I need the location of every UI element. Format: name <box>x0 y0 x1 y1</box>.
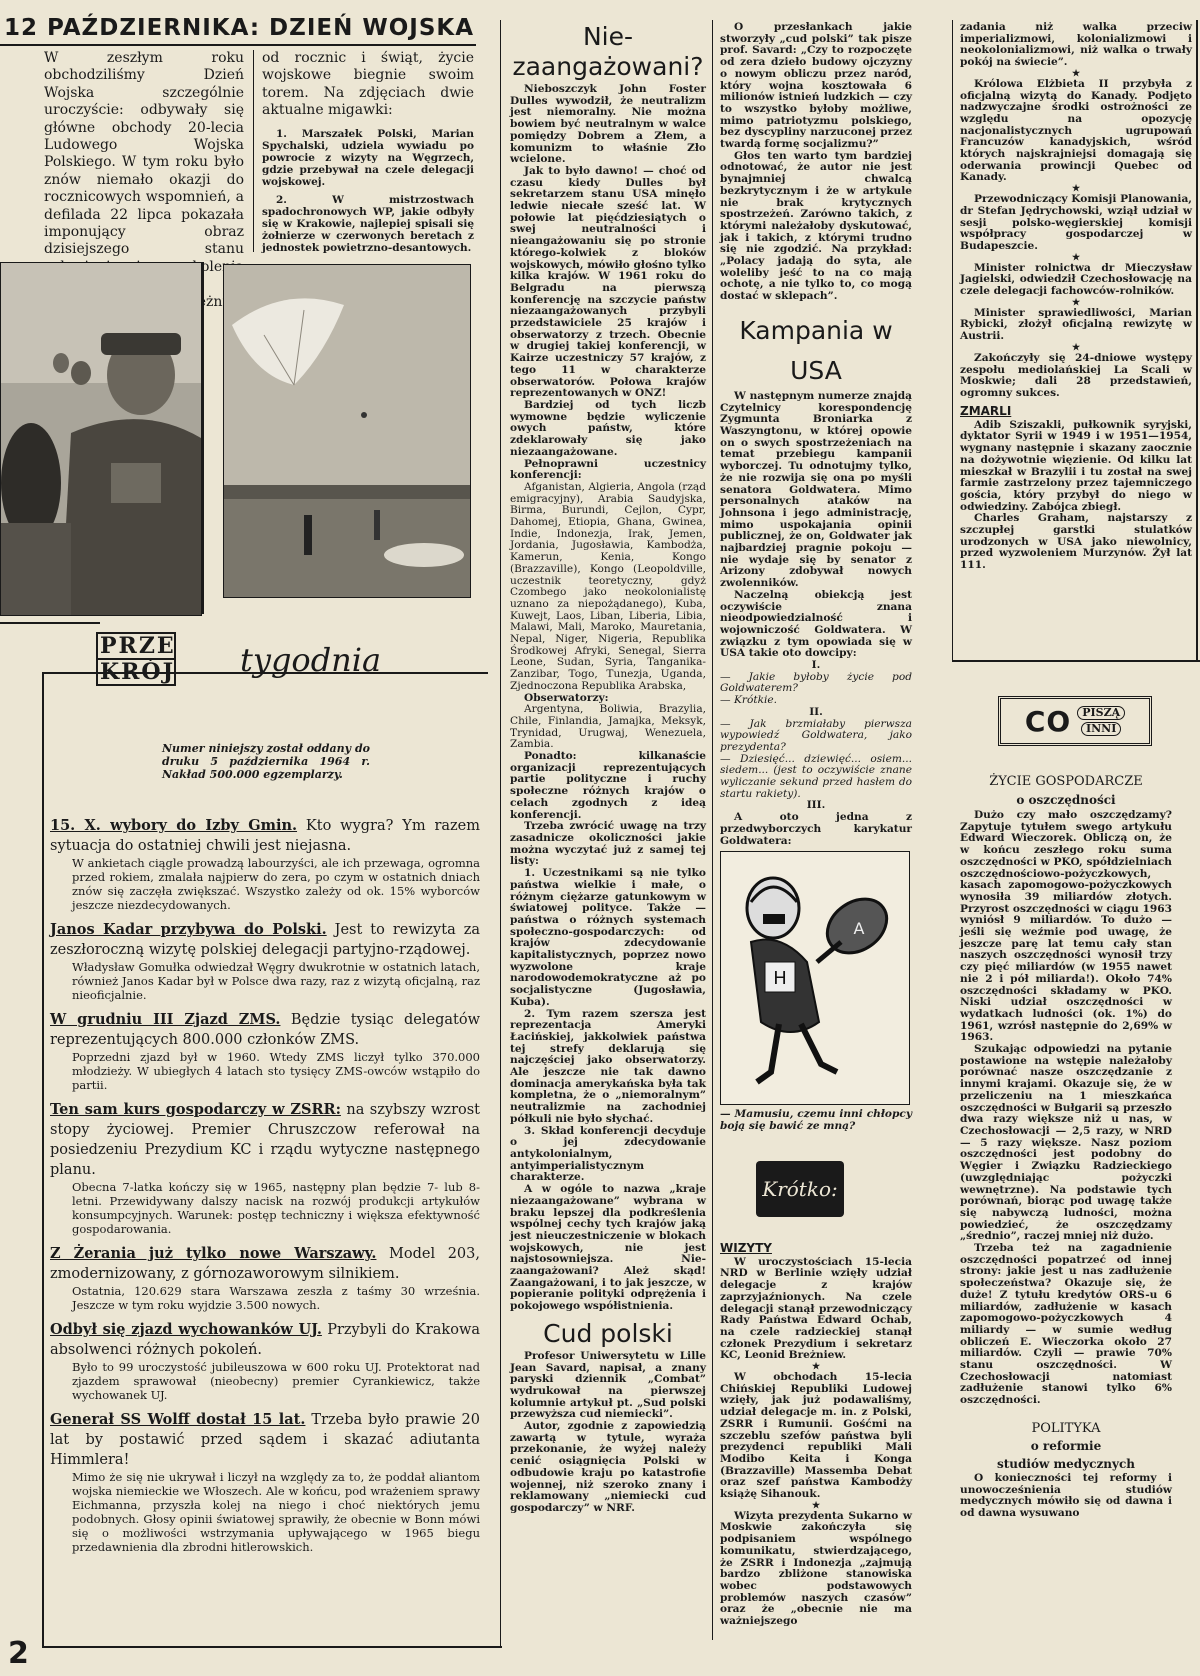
niezaangazowani-countries: Afganistan, Algieria, Angola (rząd emigracyjny), Arabia Saudyjska, Birma, Burundi, Cejlon, Cypr, Dahomej, Etiopia, Ghana, Gwinea, Indie, Indonezja, Irak, Jemen, Jordania, Jugosławia, Kambodża, Kamerun, Kenia, Kongo (Brazzaville), Kongo (Leopoldville, uczestnik teoretyczny, gdyż Czombego jako neokolonialistę uznano za niepożądanego), Kuba, Kuwejt, Laos, Liban, Liberia, Libia, Malawi, Mali, Maroko, Mauretania, Nepal, Niger, Nigeria, Republika Środkowej Afryki, Senegal, Sierra Leone, Sudan, Syria, Tanganika-Zanzibar, Togo, Tunezja, Uganda, Zjednoczona Republika Arabska, <box>510 480 706 692</box>
niezaangazowani-p3: Bardziej od tych liczb wymowne będzie wyliczenie owych państw, które zdeklarowały się jako niezaangażowane. <box>510 398 706 458</box>
cud-polski-p1: Profesor Uniwersytetu w Lille Jean Savard, napisał, a znany paryski dziennik „Combat” wydrukował na pierwszej kolumnie artykuł pt. „Sud polski przewyższa cud niemiecki”. <box>510 1349 706 1421</box>
section-wizyty: WIZYTY <box>720 1240 772 1255</box>
section-zycie-gospodarcze: ŻYCIE GOSPODARCZE <box>989 774 1143 789</box>
oszczednosci-p3: Trzeba też na zagadnienie oszczędności popatrzeć od innej strony: jakie jest u nas zadłużenie społeczeństwa? Okazuje się, że duże! Z tytułu kredytów ORS-u 6 miliardów, zadłużenie w kasach zapomogowo-pożyczkowych 4 miliardy — w sumie według obliczeń E. Wieczorka około 27 miliardów. Czyli — prawie 70% stanu oszczędności. W Czechosłowacji natomiast zadłużenie stanowi tylko 6% oszczędności. <box>960 1242 1172 1407</box>
dzien-wojska-text-1: W zeszłym roku obchodziliśmy Dzień Wojska szczególnie uroczyście: odbywały się główne obchody 20-lecia Ludowego Wojska Polskiego. W tym roku było znów niemało okazji do rocznicowych wspomnień, a defilada 22 lipca pokazała imponujący obraz dzisiejszego stanu <box>44 50 244 258</box>
weekly-item-body: Poprzedni zjazd był w 1960. Wtedy ZMS liczył tylko 370.000 młodzieży. W ubiegłych 4 latach sto tysięcy ZMS-owców wstąpiło do partii. <box>72 1050 480 1092</box>
krotko-logo <box>756 1161 844 1217</box>
weekly-item-head: 15. X. wybory do Izby Gmin. <box>50 817 298 834</box>
weekly-item-lead: Trzeba było prawie 20 lat by postawić przed sądem i skazać adiutanta Himmlera! <box>50 1412 481 1468</box>
photo-marshal-image <box>1 263 201 615</box>
wizyty-item: zadania niż walka przeciw imperializmowi, kolonializmowi i neokolonializmowi, niż walka o trwały pokój na świecie”. <box>960 21 1192 69</box>
logo-co: CO <box>1024 704 1072 738</box>
weekly-item-head: Ten sam kurs gospodarczy w ZSRR: <box>50 1101 341 1118</box>
weekly-item-lead: Będzie tysiąc delegatów reprezentujących 800.000 członków ZMS. <box>50 1012 480 1048</box>
niezaangazowani-p6: 1. Uczestnikami są nie tylko państwa wielkie i małe, o różnym ciężarze gatunkowym w światowej polityce. Także — państwa o różnych systemach społeczno-gospodarczych: od krajów zdecydowanie kapitalistycznych, poprzez nowo wyzwolone kraje narodowodemokratyczne aż po socjalistyczne (Jugosławia, Kuba). <box>510 867 706 1008</box>
subsection-reforma-1: o reformie <box>1030 1438 1102 1453</box>
star-divider: ★ <box>811 1362 821 1373</box>
zmarli-body <box>960 420 1192 572</box>
photo-caption-1: 1. Marszałek Polski, Marian Spychalski, udziela wywiadu po powrocie z wizyty na Węgrzech, gdzie przebywał na czele delegacji wojskowej. <box>262 127 474 188</box>
niezaangazowani-p1: Nieboszczyk John Foster Dulles wywodził, że neutralizm jest niemoralny. Nie można bowiem być neutralnym w walce pomiędzy Dobrem a Złem, a komunizm to właśnie Zło wcielone. <box>510 83 706 166</box>
niezaangazowani-p7: 2. Tym razem szersza jest reprezentacja Ameryki Łacińskiej, jakkolwiek państwa tej strefy deklarują się najczęściej jako obserwatorzy. Ale jeszcze nie tak dawno dominacja amerykańska była tak kompletna, że o „niemoralnym” neutralizmie na zachodniej półkuli nie było słychać. <box>510 1007 706 1125</box>
photo-caption-2: 2. W mistrzostwach spadochronowych WP, jakie odbyły się w Krakowie, najlepiej spisali się żołnierze w czerwonych beretach z jednostek powietrzno-desantowych. <box>262 193 474 254</box>
joke-3-number: III. <box>806 799 826 812</box>
co-pisza-top-rule <box>952 660 1200 662</box>
weekly-item-head: Z Żerania już tylko nowe Warszawy. <box>50 1245 377 1262</box>
joke-1: — Jakie byłoby życie pod Goldwaterem? — Krótkie. <box>720 670 912 707</box>
weekly-item-head: Odbył się zjazd wychowanków UJ. <box>50 1321 322 1338</box>
przekroj-logo-bottom: KRÓJ <box>96 658 176 686</box>
cartoon-caption: — Mamusiu, czemu inni chłopcy boją się bawić ze mną? <box>720 1108 912 1132</box>
article-title-dzien-wojska: 12 PAŹDZIERNIKA: DZIEŃ WOJSKA <box>4 15 475 41</box>
star-divider: ★ <box>1071 68 1081 79</box>
kampania-p1: W następnym numerze znajdą Czytelnicy korespondencję Zygmunta Broniarka z Waszyngtonu, w której opowie on o swych spostrzeżeniach na temat przebiegu kampanii wyborczej. Tu odnotujmy tylko, że nie rozwija się ona po myśli senatora Goldwatera. Mimo personalnych ataków na Johnsona i jego administrację, mimo uspokajania opinii publicznej, że on, Goldwater jak najbardziej pragnie pokoju — nie wydaje się by senator z Arizony zdobywał nowych zwolenników. <box>720 389 912 590</box>
photo-parachute-image <box>224 265 470 597</box>
weekly-item-body: W ankietach ciągle prowadzą labourzyści, ale ich przewaga, ogromna przed rokiem, zmalała najpierw do zera, po czym w ostatnich dniach znów się zaczęła zwiększać. Wszystko zależy od ok. 15% wyborców jeszcze niezdecydowanych. <box>72 856 480 912</box>
reforma-body: O konieczności tej reformy i unowocześnienia studiów medycznych mówiło się od dawna i od dawna wysuwano <box>960 1471 1172 1519</box>
weekly-item-head: Generał SS Wolff dostał 15 lat. <box>50 1411 306 1428</box>
zmarli-item: Adib Sziszakli, pułkownik syryjski, dyktator Syrii w 1949 i w 1951—1954, wygnany następnie i skazany zaocznie na dożywotnie więzienie. Od kilku lat mieszkał w Brazylii i tu został na swej farmie zastrzelony przez tajemniczego gościa, który przybył do niego w odwiedziny. Zabójca zbiegł. <box>960 418 1192 513</box>
przekroj-left-rule <box>42 672 44 1647</box>
niezaangazowani-title-1: Nie- <box>582 22 634 51</box>
joke-2: — Jak brzmiałaby pierwsza wypowiedź Goldwatera, jako prezydenta? — Dziesięć... dziewięć... osiem... siedem... (jest to oczywiście znane wyliczanie sekund przed hasłem do startu rakiety). <box>720 717 912 800</box>
logo-inni: INNI <box>1081 722 1121 736</box>
oszczednosci-p1: Dużo czy mało oszczędzamy? Zapytuje tytułem swego artykułu Edward Wieczorek. Obliczą on, że w końcu zeszłego roku suma oszczędności w PKO, spółdzielniach oszczędnościowo-pożyczkowych, kasach zapomogowo-pożyczkowych wynosiła 39 miliardów złotych. Przyrost oszczędności w ciągu 1963 wyniósł 9 miliardów. To dużo — jeśli się weźmie pod uwagę, że jeszcze parę lat temu cały stan naszych oszczędności wynosił trzy czy pięć miliardów (w 1955 nawet nie 2 i pół miliarda!). Około 74% oszczędności składamy w PKO. Niski udział oszczędności w wydatkach ludności (ok. 1%) do 1961, wzrósł następnie do 2,69% w 1963. <box>960 809 1172 1044</box>
section-polityka: POLITYKA <box>1031 1420 1101 1436</box>
logo-pisza: PISZĄ <box>1077 706 1125 720</box>
przekroj-list <box>50 816 480 1562</box>
oszczednosci-p2: Szukając odpowiedzi na pytanie postawione na wstępie należałoby porównać nasze oszczędzanie z innymi krajami. Okazuje się, że w przeliczeniu na 1 mieszkańca oszczędności w Bułgarii są przeszło dwa razy większe niż u nas, w Czechosłowacji — 2,5 razy, w NRD — 5 razy większe. Nasz poziom oszczędności jest podobny do Węgier i Związku Radzieckiego (uwzględniając pożyczki wewnętrzne). Na podstawie tych porównań, biorąc pod uwagę także się nabywczą ludności, można powiedzieć, że oszczędzamy „średnio”, raczej mniej niż dużo. <box>960 1043 1172 1243</box>
niezaangazowani-p8: 3. Skład konferencji decyduje o jej zdecydowanie antykolonialnym, antyimperialistycznym charakterze. <box>510 1124 706 1184</box>
weekly-item-lead: na szybszy wzrost stopy życiowej. Premier Chruszczow referował na posiedzeniu Prezydium KC i rządu wytyczne następnego planu. <box>50 1102 480 1178</box>
weekly-item <box>50 1100 480 1236</box>
wizyty-item: W uroczystościach 15-lecia NRD w Berlinie wzięły udział delegacje z krajów zaprzyjaźnionych. Na czele delegacji stanął przewodniczący Rady Państwa Edward Ochab, na czele radzieckiej stanął członek Prezydium i sekretarz KC, Leonid Breżniew. <box>720 1255 912 1362</box>
niezaangazowani-p9: A w ogóle to nazwa „kraje niezaangażowane” wybrana w braku lepszej dla podkreślenia wspólnej cechy tych krajów jaką jest nieuczestniczenie w blokach wojskowych, nie jest najstosowniejsza. Nie-zaangażowani? Ależ skąd! Zaangażowani, i to jak jeszcze, w popieranie polityki odprężenia i pokojowego współistnienia. <box>510 1183 706 1313</box>
cud-polski-p4: Głos ten warto tym bardziej odnotować, że autor nie jest bynajmniej chwalcą bezkrytycznym i że w artykule nie brak krytycznych spostrzeżeń. Zarówno takich, z którymi należałoby dyskutować, jak i takich, z którymi trudno się nie zgodzić. Na przykład: „Polacy jadają do syta, ale wolelibу jeść to na co mają ochotę, a nie tylko to, co mogą dostać w sklepach”. <box>720 149 912 303</box>
zmarli-item: Charles Graham, najstarszy z szczupłej garstki stulatków urodzonych w USA jako niewolnicy, przed wyzwoleniem Murzynów. Żył lat 111. <box>960 512 1192 572</box>
title-rule <box>0 44 476 46</box>
column-rule-4 <box>952 20 953 660</box>
dzien-wojska-col2 <box>262 50 474 254</box>
weekly-item <box>50 1244 480 1312</box>
weekly-item-head: Janos Kadar przybywa do Polski. <box>50 921 327 938</box>
przekroj-logo-top: PRZE <box>96 632 176 658</box>
niezaangazowani-heading-full: Pełnoprawni uczestnicy konferencji: <box>510 457 706 482</box>
kampania-body <box>720 391 912 847</box>
star-divider: ★ <box>1071 342 1081 353</box>
kampania-p2: Naczelną obiekcją jest oczywiście znana nieodpowiedzialność i wojowniczość Goldwatera. W związku z tym opowiada się w USA takie oto dowcipy: <box>720 588 912 660</box>
niezaangazowani-p2: Jak to było dawno! — choć od czasu kiedy Dulles był sekretarzem stanu USA minęło ledwie niecałe sześć lat. W połowie lat pięćdziesiątych o swej neutralności i nieangażowaniu się po stronie którego-kolwiek z bloków wojskowych, mówiło głośno tylko kilka krajów. W 1961 roku do Belgradu na pierwszą konferencję na szczycie państw niezaangażowanych przybyli przedstawiciele 25 krajów i obserwatorzy z trzech. Obecnie w drugiej takiej konferencji, w Kairze uczestniczy 57 krajów, z tego 11 w charakterze obserwatorów. Połowa krajów reprezentowanych w ONZ! <box>510 164 706 400</box>
niezaangazowani-p5: Trzeba zwrócić uwagę na trzy zasadnicze okoliczności jakie można wyczytać już z samej tej listy: <box>510 820 706 868</box>
co-pisza-inni-logo <box>998 696 1152 746</box>
star-divider: ★ <box>811 1500 821 1511</box>
svg-text:H: H <box>773 968 787 990</box>
cud-polski-body-1 <box>510 1351 706 1515</box>
niezaangazowani-heading-obs: Obserwatorzy: <box>524 691 609 704</box>
print-note: Numer niniejszy został oddany do druku 5 października 1964 r. Nakład 500.000 egzemplarzy. <box>162 742 370 781</box>
dzien-wojska-text-2: od rocznic i świąt, życie wojskowe biegnie swoim torem. Na zdjęciach dwie aktualne migawki: <box>262 50 474 119</box>
photo-marshal-interview <box>0 262 202 616</box>
wizyty-item: Przewodniczący Komisji Planowania, dr Stefan Jędrychowski, wziął udział w sesji polsko-węgierskiej komisji współpracy gospodarczej w Budapeszcie. <box>960 193 1192 252</box>
cud-polski-body-2 <box>720 22 912 303</box>
weekly-item <box>50 1410 480 1554</box>
joke-1-number: I. <box>811 659 821 672</box>
przekroj-logo <box>96 632 176 686</box>
wizyty-item: Minister sprawiedliwości, Marian Rybicki, złożył oficjalną rewizytę w Austrii. <box>960 306 1192 343</box>
niezaangazowani-title-2: zaangażowani? <box>512 52 704 81</box>
subsection-oszczednosci: o oszczędności <box>1016 793 1116 807</box>
niezaangazowani-column <box>510 22 706 1515</box>
weekly-item-head: W grudniu III Zjazd ZMS. <box>50 1011 281 1028</box>
niezaangazowani-p4: Ponadto: kilkanaście organizacji reprezentujących partie polityczne i ruchy społeczne różnych krajów o celach zgodnych z ideą konferencji. <box>510 750 706 821</box>
star-divider: ★ <box>1071 252 1081 263</box>
weekly-item-lead: Model 203, zmodernizowany, z górnozaworowym silnikiem. <box>50 1246 480 1282</box>
weekly-item-lead: Kto wygra? Ym razem sytuacja do ostatniej chwili jest niejasna. <box>50 818 480 854</box>
weekly-item-body: Władysław Gomułka odwiedzał Węgry dwukrotnie w ostatnich latach, również Janos Kadar był w Polsce dwa razy, raz z wizytą oficjalną, raz nieoficjalnie. <box>72 960 480 1002</box>
wizyty-item: W obchodach 15-lecia Chińskiej Republiki Ludowej wzięły, jak już podawaliśmy, udział delegacje m. in. z Polski, ZSRR i Rumunii. Gośćmi na szczeblu szefów państwa byli prezydenci republiki Mali Modibo Keita i Konga (Brazzaville) Massemba Debat oraz szef państwa Kambodży książę Sihanouk. <box>720 1371 912 1501</box>
wizyty-item: Królowa Elżbieta II przybyła z oficjalną wizytą do Kanady. Podjęto nadzwyczajne środki ostrożności ze względu na opozycję nacjonalistycznych ugrupowań Francuzów kanadyjskich, wśród których najskrajniejsi domagają się oderwania prowincji Quebec od Kanady. <box>960 77 1192 184</box>
page-number: 2 <box>8 1636 29 1671</box>
cud-polski-title: Cud polski <box>543 1318 673 1348</box>
niezaangazowani-observers: Argentyna, Boliwia, Brazylia, Chile, Finlandia, Jamajka, Meksyk, Trynidad, Urugwaj, Wenezuela, Zambia. <box>510 703 706 751</box>
weekly-item-lead: Przybyli do Krakowa absolwenci różnych pokoleń. <box>50 1322 481 1358</box>
column-5-top <box>960 22 1192 572</box>
star-divider: ★ <box>1071 184 1081 195</box>
cud-polski-p3: O przesłankach jakie stworzyły „cud polski” tak pisze prof. Savard: „Czy to rozpoczęte od zera dzieło budowy ojczyzny o nowym obliczu przez naród, który wojna kosztowała 6 milionów istnień ludzkich — czy to wszystko byłoby możliwe, mimo patriotyzmu polskiego, bez dyscypliny narzuconej przez twardą formę socjalizmu?” <box>720 21 912 151</box>
wizyty-item: Minister rolnictwa dr Mieczysław Jagielski, odwiedził Czechosłowację na czele delegacji fachowców-rolników. <box>960 261 1192 298</box>
photo-parachute-championship <box>223 264 471 598</box>
column-4 <box>720 22 912 1628</box>
goldwater-cartoon <box>720 851 910 1105</box>
section-zmarli: ZMARLI <box>960 403 1012 418</box>
wizyty-body <box>720 1257 912 1628</box>
joke-2-number: II. <box>809 705 823 718</box>
tygodnia-label: tygodnia <box>240 641 382 679</box>
weekly-item-body: Obecna 7-latka kończy się w 1965, następny plan będzie 7- lub 8-letni. Przewidywany dalszy nacisk na rozwój produkcji artykułów konsumpcyjnych. Warunek: postęp techniczny i większa efektywność gospodarowania. <box>72 1180 480 1236</box>
photo-divider <box>202 262 204 614</box>
wizyty-item: Wizyta prezydenta Sukarno w Moskwie zakończyła się podpisaniem wspólnego komunikatu, stwierdzającego, że ZSRR i Indonezja „zajmują bardzo zbliżone stanowiska wobec podstawowych problemów naszych czasów” oraz że „obecnie nie ma ważniejszego <box>720 1509 912 1628</box>
krotko-body <box>960 22 1192 400</box>
column-rule-3 <box>712 20 713 1640</box>
oszczednosci-body <box>960 810 1172 1407</box>
joke-3: A oto jedna z przedwyborczych karykatur Goldwatera: <box>720 811 912 847</box>
kampania-title: Kampania w USA <box>739 315 893 385</box>
niezaangazowani-body <box>510 84 706 1313</box>
cud-polski-p2: Autor, zgodnie z zapowiedzią zawartą w tytule, wyraża przekonanie, że wyżej należy cenić osiągnięcia Polski w odbudowie kraju po katastrofie wojennej, niż szeroko znany i reklamowany „niemiecki cud gospodarczy” w NRF. <box>510 1420 706 1514</box>
svg-text:A: A <box>853 919 865 939</box>
przekroj-bottom-rule <box>42 1646 502 1648</box>
weekly-item-body: Było to 99 uroczystość jubileuszowa w 600 roku UJ. Protektorat nad zjazdem sprawował (nieobecny) premier Cyrankiewicz, także wychowanek UJ. <box>72 1360 480 1402</box>
section-rule <box>0 622 100 624</box>
right-border <box>1196 20 1198 662</box>
weekly-item-body: Mimo że się nie ukrywał i liczył na względy za to, że poddał aliantom wojska niemieckie we Włoszech. Ale w końcu, pod wrażeniem sprawy Eichmanna, przyszła kolej na niego i choć niektórych jemu podobnych. Głosy opinii światowej sprawiły, że obecnie w Bonn mówi się o możliwości wstrzymania upływającego w 1965 biegu przedawnienia dla zbrodni hitlerowskich. <box>72 1470 480 1554</box>
goldwater-cartoon-drawing <box>721 852 909 1104</box>
wizyty-item: Zakończyły się 24-dniowe występy zespołu mediolańskiej La Scali w Moskwie; dali 28 przedstawień, ogromny sukces. <box>960 351 1192 399</box>
weekly-item <box>50 816 480 912</box>
weekly-item <box>50 1010 480 1092</box>
weekly-item-lead: Jest to rewizyta za zeszłoroczną wizytę polskiej delegacji partyjno-rządowej. <box>50 922 480 958</box>
column-rule-2 <box>500 20 501 1646</box>
subsection-reforma-2: studiów medycznych <box>996 1456 1136 1471</box>
column-rule <box>253 50 254 252</box>
weekly-item <box>50 920 480 1002</box>
star-divider: ★ <box>1071 297 1081 308</box>
co-pisza-column <box>960 774 1172 1520</box>
weekly-item <box>50 1320 480 1402</box>
krotko-logo-text: Krótko: <box>762 1176 838 1201</box>
weekly-item-body: Ostatnia, 120.629 stara Warszawa zeszła z taśmy 30 września. Jeszcze w tym roku wyjdzie 3.500 nowych. <box>72 1284 480 1312</box>
